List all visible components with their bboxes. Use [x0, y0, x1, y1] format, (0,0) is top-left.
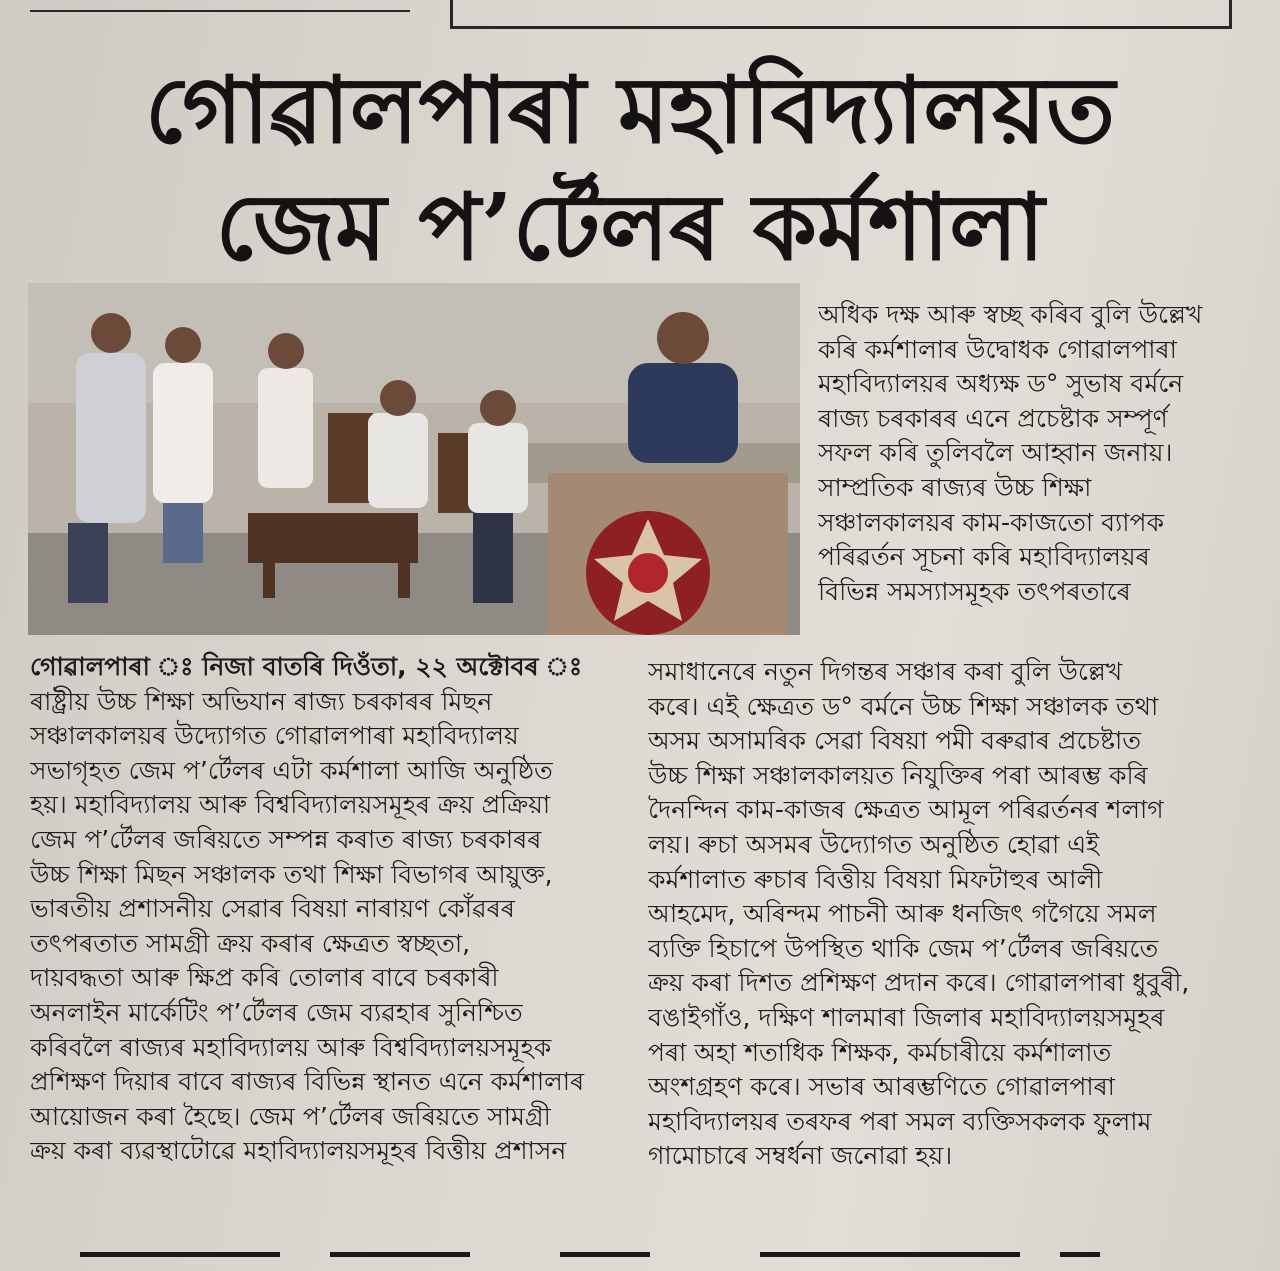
- article-line: ৰাষ্ট্ৰীয় উচ্চ শিক্ষা অভিযান ৰাজ্য চৰকাৰৰ মিছন: [30, 686, 493, 716]
- article-line: সভাগৃহত জেম প’ৰ্টেলৰ এটা কৰ্মশালা আজি অনুষ্ঠিত: [30, 755, 553, 785]
- article-line: কৰে। এই ক্ষেত্ৰত ড° বৰ্মনে উচ্চ শিক্ষা সঞ্চালক তথা: [648, 691, 1159, 721]
- article-line: ব্যক্তি হিচাপে উপস্থিত থাকি জেম প’ৰ্টেলৰ জৰিয়তে: [648, 933, 1159, 963]
- workshop-photo-illustration: [28, 283, 800, 635]
- workshop-photo: [28, 283, 800, 635]
- article-line: সফল কৰি তুলিবলৈ আহ্বান জনায়।: [818, 438, 1173, 468]
- article-line: হয়। মহাবিদ্যালয় আৰু বিশ্ববিদ্যালয়সমূহৰ ক্ৰয় প্ৰক্ৰিয়া: [30, 790, 551, 820]
- article-line: সঞ্চালকালয়ৰ উদ্যোগত গোৱালপাৰা মহাবিদ্যালয়: [30, 721, 519, 751]
- article-line: দায়বদ্ধতা আৰু ক্ষিপ্ৰ কৰি তোলাৰ বাবে চৰকাৰী: [30, 963, 499, 993]
- article-line: জেম প’ৰ্টেলৰ জৰিয়তে সম্পন্ন কৰাত ৰাজ্য চৰকাৰৰ: [30, 824, 542, 854]
- article-line: আয়োজন কৰা হৈছে। জেম প’ৰ্টেলৰ জৰিয়তে সামগ্ৰী: [30, 1101, 551, 1131]
- article-column-right-top: [818, 298, 1238, 609]
- article-column-left: [30, 650, 610, 1169]
- next-headline-fragment: [0, 1244, 1280, 1271]
- article-line: ক্ৰয় কৰা ব্যৱস্থাটোৱে মহাবিদ্যালয়সমূহৰ বিত্তীয় প্ৰশাসন: [30, 1136, 567, 1166]
- article-line: আহমেদ, অৰিন্দম পাচনী আৰু ধনজিৎ গগৈয়ে সমল: [648, 899, 1157, 929]
- ink-stroke: [760, 1252, 1020, 1271]
- ink-stroke: [330, 1252, 470, 1271]
- article-line: অধিক দক্ষ আৰু স্বচ্ছ কৰিব বুলি উল্লেখ: [818, 300, 1203, 329]
- article-line: অংশগ্ৰহণ কৰে। সভাৰ আৰম্ভণিতে গোৱালপাৰা: [648, 1072, 1115, 1102]
- article-line: বিভিন্ন সমস্যাসমূহক তৎপৰতাৰে: [818, 576, 1131, 606]
- ink-stroke: [1060, 1252, 1100, 1271]
- article-line: বঙাইগাঁও, দক্ষিণ শালমাৰা জিলাৰ মহাবিদ্যালয়সমূহৰ: [648, 1002, 1165, 1032]
- article-column-right-lower: [648, 655, 1240, 1174]
- headline-line-1: গোৱালপাৰা মহাবিদ্যালয়ত: [144, 56, 1116, 164]
- boxed-article-border: [450, 0, 1232, 29]
- article-line: মহাবিদ্যালয়ৰ তৰফৰ পৰা সমল ব্যক্তিসকলক ফুলাম: [648, 1106, 1152, 1136]
- ink-stroke: [80, 1252, 280, 1271]
- ink-stroke: [560, 1252, 650, 1271]
- article-line: পৰা অহা শতাধিক শিক্ষক, কৰ্মচাৰীয়ে কৰ্মশালাত: [648, 1037, 1112, 1067]
- article-line: ক্ৰয় কৰা দিশত প্ৰশিক্ষণ প্ৰদান কৰে। গোৱালপাৰা ধুবুৰী,: [648, 968, 1190, 998]
- article-line: কৰি কৰ্মশালাৰ উদ্বোধক গোৱালপাৰা: [818, 334, 1177, 364]
- previous-article-rule: [30, 0, 410, 12]
- article-line: প্ৰশিক্ষণ দিয়াৰ বাবে ৰাজ্যৰ বিভিন্ন স্থানত এনে কৰ্মশালাৰ: [30, 1067, 585, 1097]
- article-line: তৎপৰতাত সামগ্ৰী ক্ৰয় কৰাৰ ক্ষেত্ৰত স্বচ্ছতা,: [30, 928, 471, 958]
- article-line: অনলাইন মাৰ্কেটিং প’ৰ্টেলৰ জেম ব্যৱহাৰ সুনিশ্চিত: [30, 997, 523, 1027]
- article-dateline: গোৱালপাৰা ঃ নিজা বাতৰি দিওঁতা, ২২ অক্টোবৰ ঃ: [30, 652, 583, 681]
- headline-line-2: জেম প’ৰ্টেলৰ কৰ্মশালা: [215, 173, 1045, 281]
- article-line: সমাধানেৰে নতুন দিগন্তৰ সঞ্চাৰ কৰা বুলি উল্লেখ: [648, 657, 1123, 686]
- article-line: সাম্প্ৰতিক ৰাজ্যৰ উচ্চ শিক্ষা: [818, 472, 1092, 502]
- article-line: উচ্চ শিক্ষা মিছন সঞ্চালক তথা শিক্ষা বিভাগৰ আয়ুক্ত,: [30, 859, 553, 889]
- article-line: পৰিৱৰ্তন সূচনা কৰি মহাবিদ্যালয়ৰ: [818, 542, 1150, 572]
- article-line: কৰ্মশালাত ৰুচাৰ বিত্তীয় বিষয়া মিফটাহুৰ আলী: [648, 864, 1103, 894]
- article-line: ৰাজ্য চৰকাৰৰ এনে প্ৰচেষ্টাক সম্পূৰ্ণ: [818, 403, 1168, 433]
- article-line: কৰিবলৈ ৰাজ্যৰ মহাবিদ্যালয় আৰু বিশ্ববিদ্যালয়সমূহক: [30, 1032, 552, 1062]
- article-line: উচ্চ শিক্ষা সঞ্চালকালয়ত নিযুক্তিৰ পৰা আৰম্ভ কৰি: [648, 760, 1148, 790]
- article-line: মহাবিদ্যালয়ৰ অধ্যক্ষ ড° সুভাষ বৰ্মনে: [818, 369, 1184, 399]
- article-line: লয়। ৰুচা অসমৰ উদ্যোগত অনুষ্ঠিত হোৱা এই: [648, 829, 1100, 859]
- article-line: অসম অসামৰিক সেৱা বিষয়া পমী বৰুৱাৰ প্ৰচেষ্টাত: [648, 726, 1141, 756]
- article-line: ভাৰতীয় প্ৰশাসনীয় সেৱাৰ বিষয়া নাৰায়ণ কোঁৱৰৰ: [30, 894, 515, 924]
- article-line: সঞ্চালকালয়ৰ কাম-কাজতো ব্যাপক: [818, 507, 1164, 537]
- article-line: গামোচাৰে সম্বৰ্ধনা জনোৱা হয়।: [648, 1141, 953, 1171]
- article-line: দৈনন্দিন কাম-কাজৰ ক্ষেত্ৰত আমূল পৰিৱৰ্তনৰ শলাগ: [648, 795, 1164, 825]
